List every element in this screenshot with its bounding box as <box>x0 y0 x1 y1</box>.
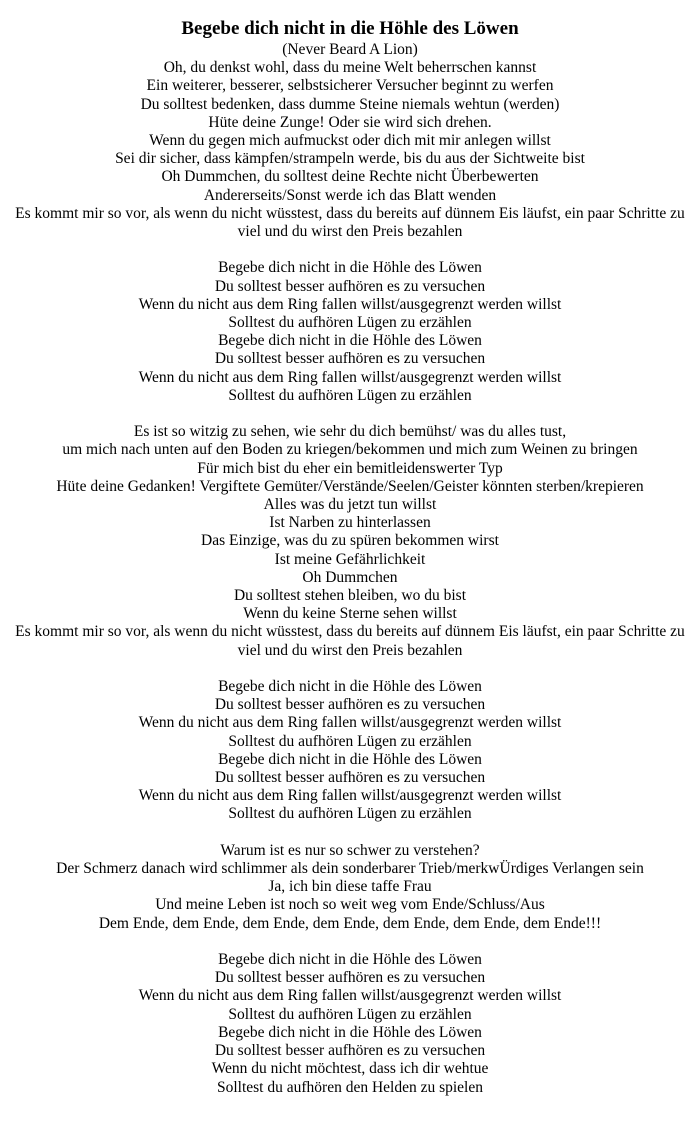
lyric-line: Alles was du jetzt tun willst <box>263 496 437 514</box>
lyric-line: Es kommt mir so vor, als wenn du nicht wüsstest, dass du bereits auf dünnem Eis läufst, ein paar Schritte zu viel und du wirst den Preis bezahlen <box>15 204 685 241</box>
lyric-line: Wenn du nicht aus dem Ring fallen willst/ausgegrenzt werden willst <box>138 787 562 805</box>
lyrics-body <box>0 59 700 1097</box>
lyric-line: Begebe dich nicht in die Höhle des Löwen <box>218 750 482 768</box>
lyric-line: Begebe dich nicht in die Höhle des Löwen <box>218 678 482 696</box>
lyric-line: Ist Narben zu hinterlassen <box>269 514 431 532</box>
lyric-line: Wenn du nicht möchtest, dass ich dir wehtue <box>211 1060 489 1078</box>
lyric-line: um mich nach unten auf den Boden zu kriegen/bekommen und mich zum Weinen zu bringen <box>62 441 638 459</box>
lyric-line: Solltest du aufhören Lügen zu erzählen <box>228 314 472 332</box>
stanza <box>0 423 700 660</box>
stanza <box>0 59 700 241</box>
lyric-line: Ist meine Gefährlichkeit <box>274 550 426 568</box>
stanza <box>0 951 700 1097</box>
lyric-line: Du solltest besser aufhören es zu versuchen <box>214 350 486 368</box>
lyric-line: Du solltest besser aufhören es zu versuchen <box>214 1042 486 1060</box>
lyric-line: Du solltest besser aufhören es zu versuchen <box>214 769 486 787</box>
lyric-line: Begebe dich nicht in die Höhle des Löwen <box>218 332 482 350</box>
stanza <box>0 842 700 933</box>
lyric-line: Und meine Leben ist noch so weit weg vom Ende/Schluss/Aus <box>155 896 545 914</box>
lyric-line: Warum ist es nur so schwer zu verstehen? <box>220 841 480 859</box>
lyric-line: Oh Dummchen <box>302 568 398 586</box>
stanza <box>0 259 700 405</box>
lyric-line: Solltest du aufhören Lügen zu erzählen <box>228 1005 472 1023</box>
lyric-line: Begebe dich nicht in die Höhle des Löwen <box>218 951 482 969</box>
lyric-line: Du solltest besser aufhören es zu versuchen <box>214 969 486 987</box>
lyric-line: Du solltest besser aufhören es zu versuchen <box>214 277 486 295</box>
lyric-line: Andererseits/Sonst werde ich das Blatt wenden <box>203 186 497 204</box>
lyric-line: Du solltest stehen bleiben, wo du bist <box>233 587 467 605</box>
lyric-line: Du solltest bedenken, dass dumme Steine niemals wehtun (werden) <box>140 95 560 113</box>
lyric-line: Oh Dummchen, du solltest deine Rechte nicht Überbewerten <box>161 168 539 186</box>
song-title: Begebe dich nicht in die Höhle des Löwen <box>181 18 519 39</box>
lyric-line: Solltest du aufhören Lügen zu erzählen <box>228 386 472 404</box>
lyric-line: Begebe dich nicht in die Höhle des Löwen <box>218 1023 482 1041</box>
lyric-line: Wenn du gegen mich aufmuckst oder dich mit mir anlegen willst <box>149 132 551 150</box>
lyric-line: Oh, du denkst wohl, dass du meine Welt beherrschen kannst <box>163 59 537 77</box>
lyric-line: Wenn du nicht aus dem Ring fallen willst/ausgegrenzt werden willst <box>138 368 562 386</box>
lyric-line: Wenn du nicht aus dem Ring fallen willst/ausgegrenzt werden willst <box>138 987 562 1005</box>
lyric-line: Für mich bist du eher ein bemitleidenswerter Typ <box>197 459 503 477</box>
lyric-line: Ja, ich bin diese taffe Frau <box>268 878 432 896</box>
lyric-line: Ein weiterer, besserer, selbstsicherer Versucher beginnt zu werfen <box>146 77 554 95</box>
lyric-line: Solltest du aufhören Lügen zu erzählen <box>228 732 472 750</box>
lyric-line: Wenn du nicht aus dem Ring fallen willst/ausgegrenzt werden willst <box>138 714 562 732</box>
lyric-line: Es ist so witzig zu sehen, wie sehr du dich bemühst/ was du alles tust, <box>133 423 567 441</box>
lyric-line: Wenn du keine Sterne sehen willst <box>243 605 457 623</box>
lyric-line: Dem Ende, dem Ende, dem Ende, dem Ende, dem Ende, dem Ende, dem Ende!!! <box>98 914 602 932</box>
lyric-line: Solltest du aufhören den Helden zu spielen <box>216 1078 483 1096</box>
lyric-line: Hüte deine Zunge! Oder sie wird sich drehen. <box>208 113 492 131</box>
lyric-line: Wenn du nicht aus dem Ring fallen willst/ausgegrenzt werden willst <box>138 295 562 313</box>
lyric-line: Hüte deine Gedanken! Vergiftete Gemüter/Verstände/Seelen/Geister könnten sterben/krepieren <box>56 477 644 495</box>
lyric-line: Sei dir sicher, dass kämpfen/strampeln werde, bis du aus der Sichtweite bist <box>115 150 585 168</box>
lyric-line: Es kommt mir so vor, als wenn du nicht wüsstest, dass du bereits auf dünnem Eis läufst, ein paar Schritte zu viel und du wirst den Preis bezahlen <box>15 623 685 659</box>
lyric-line: Solltest du aufhören Lügen zu erzählen <box>228 805 472 823</box>
song-subtitle: (Never Beard A Lion) <box>282 41 418 58</box>
lyric-line: Der Schmerz danach wird schlimmer als dein sonderbarer Trieb/merkwÜrdiges Verlangen sein <box>56 860 644 878</box>
lyric-line: Begebe dich nicht in die Höhle des Löwen <box>218 259 482 277</box>
stanza <box>0 678 700 824</box>
lyric-line: Das Einzige, was du zu spüren bekommen wirst <box>201 532 499 550</box>
lyric-line: Du solltest besser aufhören es zu versuchen <box>214 696 486 714</box>
